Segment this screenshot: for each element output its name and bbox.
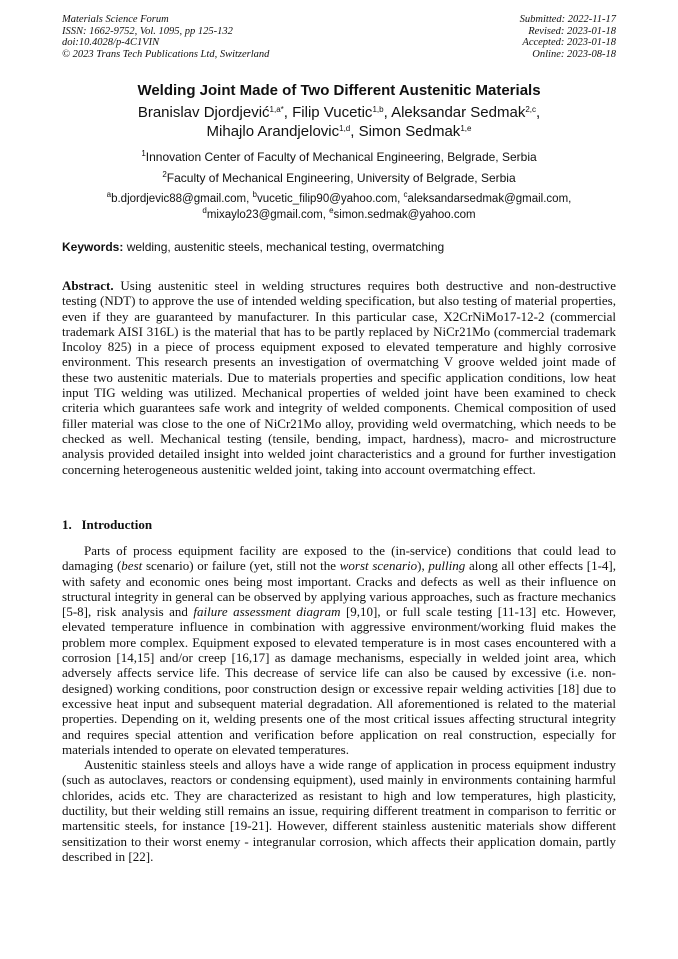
online-date: Online: 2023-08-18 xyxy=(532,48,616,60)
email-link[interactable]: b.djordjevic88@gmail.com xyxy=(111,193,247,205)
email-link[interactable]: simon.sedmak@yahoo.com xyxy=(333,209,476,221)
author: Branislav Djordjević xyxy=(137,104,270,121)
email-list: $^a$b.djordjevic88@gmail.com, $^b$vucetic_filip90@yahoo.com, $^c$aleksandarsedmak@gmail.com, $^d$mixaylo23@gmail.com, $^e$simon.sedmak@yahoo.com xyxy=(106,190,572,221)
affiliation-2: $^2$Faculty of Mechanical Engineering, University of Belgrade, Serbia xyxy=(162,170,516,185)
paragraph: Austenitic stainless steels and alloys have a wide range of application in process equipment industry (such as autoclaves, reactors or condensing equipment), used mainly in environments containing harmful chlorides, acids etc. They are characterized as resistant to high and low temperatures, high plasticity, ductility, but their welding still remains an issue, requiring different treatment in comparison to ferritic or martensitic steels, for instance [19-21]. However, different stainless austenitic materials show different sensitization to their worst enemy - integranular corrosion, which affects their application domain, partly described in [22]. xyxy=(62,757,616,864)
email-link[interactable]: aleksandarsedmak@gmail.com xyxy=(407,193,569,205)
email-link[interactable]: mixaylo23@gmail.com xyxy=(206,209,323,221)
author: Mihajlo Arandjelovic xyxy=(206,123,340,140)
author-list: Branislav Djordjević$^{1,a*}$, Filip Vucetic$^{1,b}$, Aleksandar Sedmak$^{2,c}$, Mihajlo Arandjelovic$^{1,d}$, Simon Sedmak$^{1,e}$ xyxy=(137,104,541,140)
affiliation-1: $^1$Innovation Center of Faculty of Mechanical Engineering, Belgrade, Serbia xyxy=(141,149,537,164)
section-heading: 1. Introduction xyxy=(62,517,153,532)
introduction-text xyxy=(62,543,616,864)
abstract-text: Using austenitic steel in welding structures requires both destructive and non-destructive testing (NDT) to approve the use of intended welding specification, but also testing of material properties, even if they are guaranteed by manufacturer. In this particular case, X2CrNiMo17-12-2 (commercial trademark AISI 316L) is the material that has to be partly replaced by NiCr21Mo (commercial trademark Incoloy 825) in a piece of process equipment exposed to elevated temperature and highly corrosive environment. This research presents an investigation of overmatching V groove welded joint made of these two austenitic materials. Due to materials properties and specific application conditions, low heat input TIG welding was utilized. Mechanical properties of welded joint have been examined to check criteria which guarantees safe work and integrity of welded components. Chemical composition of used filler material was close to the one of NiCr21Mo alloy, providing weld overmatching, which needs to be checked as well. Mechanical testing (tensile, bending, impact, hardness), macro- and microstructure analysis provided detailed insight into welded joint characteristics and a ground for further investigation concerning heterogeneous austenitic welded joint, taking into account overmatching effect. xyxy=(62,278,616,477)
journal-info xyxy=(62,14,269,60)
author: Simon Sedmak xyxy=(358,123,461,140)
abstract-label: Abstract. xyxy=(62,278,114,293)
journal-name: Materials Science Forum xyxy=(62,14,169,25)
doi[interactable]: doi:10.4028/p-4C1VIN xyxy=(62,37,160,48)
accepted-date: Accepted: 2023-01-18 xyxy=(522,37,616,48)
publication-dates xyxy=(520,14,616,60)
copyright: © 2023 Trans Tech Publications Ltd, Switzerland xyxy=(62,48,270,60)
submitted-date: Submitted: 2022-11-17 xyxy=(519,14,616,25)
keywords xyxy=(62,240,616,254)
keywords-label: Keywords: xyxy=(62,240,124,254)
author: Aleksandar Sedmak xyxy=(391,104,526,121)
keywords-text: welding, austenitic steels, mechanical testing, overmatching xyxy=(126,240,445,254)
author: Filip Vucetic xyxy=(292,104,373,121)
revised-date: Revised: 2023-01-18 xyxy=(528,25,616,37)
email-link[interactable]: vucetic_filip90@yahoo.com xyxy=(256,193,398,205)
paper-title: Welding Joint Made of Two Different Austenitic Materials xyxy=(137,82,541,99)
issn: ISSN: 1662-9752, Vol. 1095, pp 125-132 xyxy=(62,25,233,37)
paragraph: Parts of process equipment facility are exposed to the (in-service) conditions that could lead to damaging (best scenario) or failure (yet, still not the worst scenario), pulling along all other effects [1-4], with safety and economic ones being most important. Cracks and defects as well as their influence on structural integrity in general can be observed by applying various approaches, such as fracture mechanics [5-8], risk analysis and failure assessment diagram [9,10], or full scale testing [11-13] etc. However, elevated temperature influence in combination with aggressive environment/working fluid makes the problem more complex. Equipment exposed to elevated temperature is in most cases encountered with a corrosion [14,15] and/or creep [16,17] as damage mechanisms, especially in welded joint area, which adversely affects service life. This decrease of service life can also be caused by excessive (i.e. non-designed) working conditions, poor construction design or excessive repair welding activities [18] due to excessive heat input and subsequent material degradation. All aforementioned is related to the material properties. Depending on it, welding presents one of the most critical issues affecting structural integrity and requires special attention and verification before application on real construction, especially for materials intended to operate on elevated temperatures. xyxy=(62,543,616,757)
abstract xyxy=(62,278,616,477)
